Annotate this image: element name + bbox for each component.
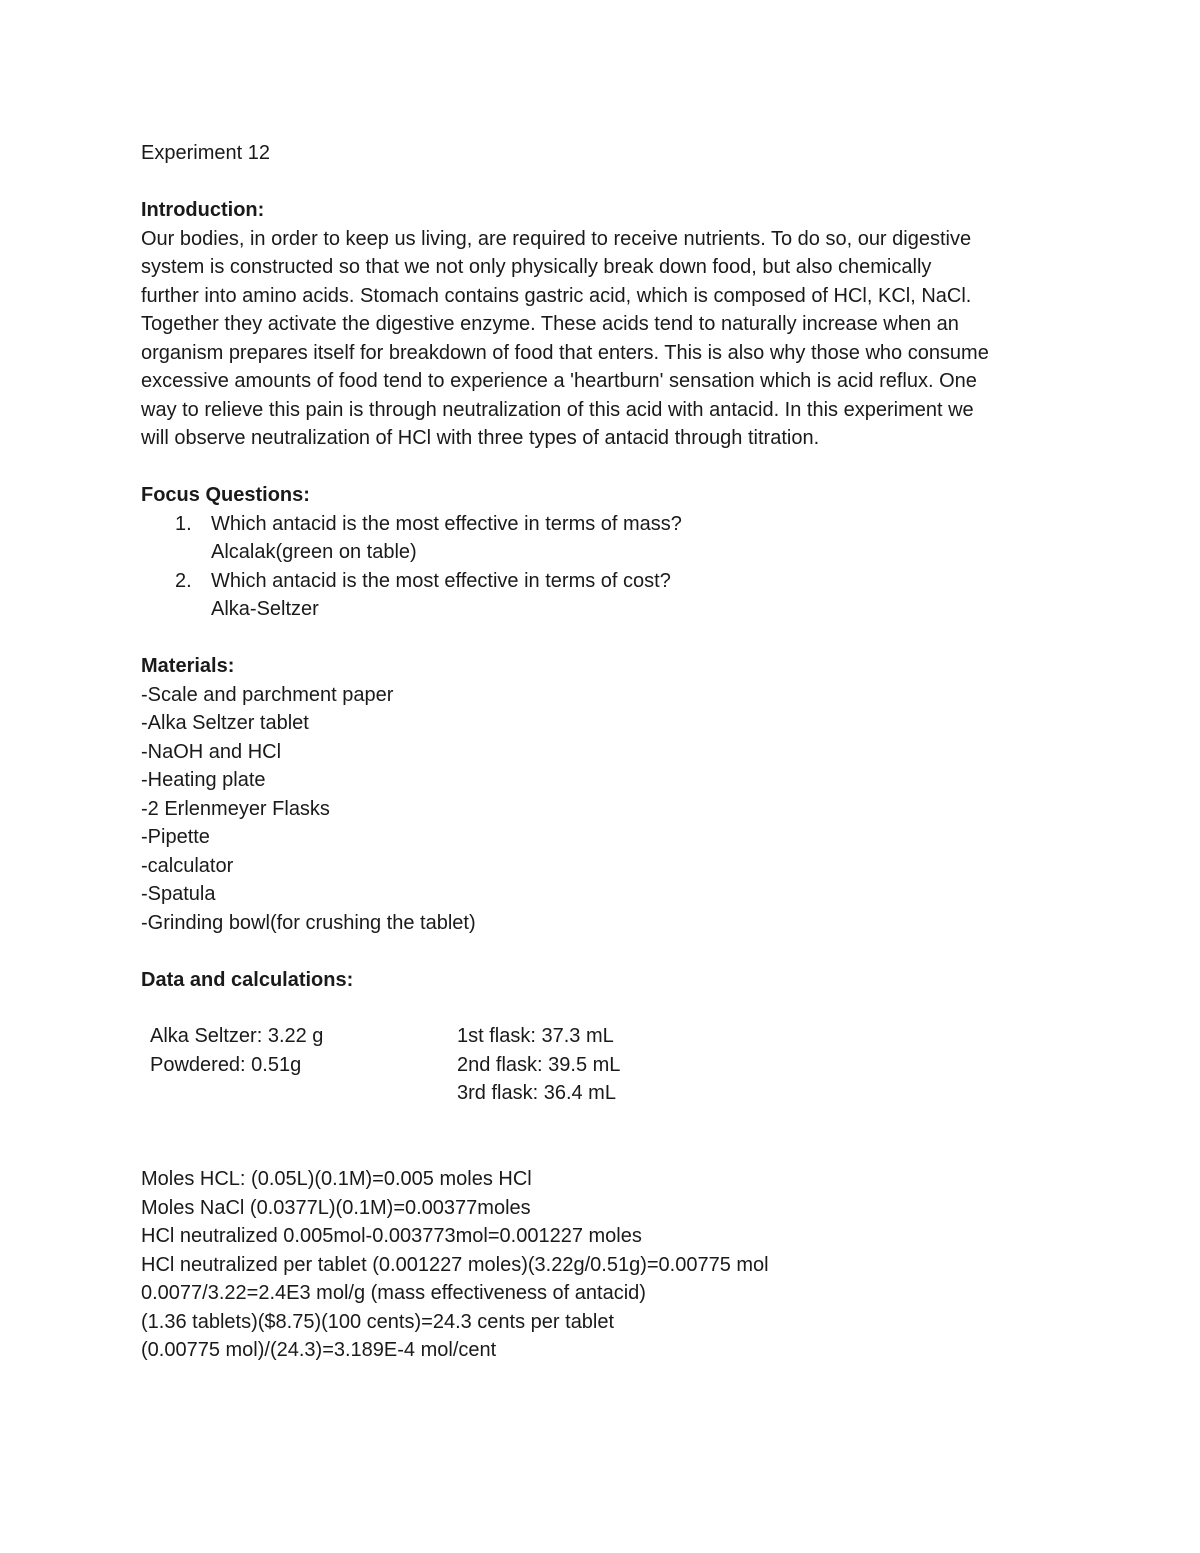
introduction-line: further into amino acids. Stomach contains gastric acid, which is composed of HCl, KCl, NaCl. — [141, 284, 972, 307]
flask-volume: 2nd flask: 39.5 mL — [457, 1053, 621, 1076]
flask-column — [457, 1022, 620, 1108]
material-item: -Heating plate — [141, 769, 266, 791]
spacer — [141, 937, 1071, 966]
calculations — [141, 1165, 1071, 1365]
calculation-line: 0.0077/3.22=2.4E3 mol/g (mass effectiveness of antacid) — [141, 1282, 646, 1304]
introduction-line: Our bodies, in order to keep us living, are required to receive nutrients. To do so, our digestive — [141, 227, 972, 250]
focus-question-text: Which antacid is the most effective in terms of cost? — [211, 569, 671, 592]
calculation-line: (0.00775 mol)/(24.3)=3.189E-4 mol/cent — [141, 1339, 497, 1361]
introduction-paragraph — [141, 225, 1071, 453]
material-item: -2 Erlenmeyer Flasks — [141, 797, 330, 820]
focus-questions-list — [141, 510, 1071, 624]
focus-question-number: 1. — [175, 512, 192, 535]
mass-value: Powdered: 0.51g — [150, 1053, 302, 1076]
spacer — [141, 168, 1071, 197]
document-page — [141, 139, 1071, 1365]
material-item: -NaOH and HCl — [141, 740, 282, 763]
calculation-line: (1.36 tablets)($8.75)(100 cents)=24.3 cents per tablet — [141, 1310, 615, 1333]
introduction-line: organism prepares itself for breakdown of food that enters. This is also why those who consume — [141, 341, 989, 364]
data-heading: Data and calculations: — [141, 968, 354, 991]
calculation-line: Moles HCL: (0.05L)(0.1M)=0.005 moles HCl — [141, 1168, 532, 1190]
document-title: Experiment 12 — [141, 142, 270, 164]
material-item: -Spatula — [141, 883, 216, 905]
focus-question-text: Which antacid is the most effective in terms of mass? — [211, 512, 682, 535]
introduction-line: excessive amounts of food tend to experience a 'heartburn' sensation which is acid reflux. One — [141, 370, 977, 392]
focus-question-answer: Alcalak(green on table) — [211, 541, 417, 563]
introduction-line: will observe neutralization of HCl with three types of antacid through titration. — [141, 427, 820, 449]
spacer — [141, 453, 1071, 482]
flask-volume: 1st flask: 37.3 mL — [457, 1025, 614, 1047]
flask-volume: 3rd flask: 36.4 mL — [457, 1082, 616, 1104]
material-item: -Scale and parchment paper — [141, 683, 394, 706]
mass-value: Alka Seltzer: 3.22 g — [150, 1025, 324, 1047]
focus-question-answer: Alka-Seltzer — [211, 598, 319, 620]
introduction-line: way to relieve this pain is through neutralization of this acid with antacid. In this experiment we — [141, 398, 974, 421]
focus-question-item — [141, 510, 1071, 567]
data-table — [141, 1022, 1071, 1108]
introduction-heading: Introduction: — [141, 199, 265, 221]
calculation-line: Moles NaCl (0.0377L)(0.1M)=0.00377moles — [141, 1196, 531, 1219]
material-item: -Alka Seltzer tablet — [141, 712, 309, 734]
material-item: -Grinding bowl(for crushing the tablet) — [141, 911, 476, 934]
introduction-line: Together they activate the digestive enzyme. These acids tend to naturally increase when an — [141, 313, 959, 335]
material-item: -calculator — [141, 854, 234, 877]
materials-list — [141, 681, 1071, 938]
materials-heading: Materials: — [141, 655, 235, 677]
focus-question-item — [141, 567, 1071, 624]
mass-column — [150, 1022, 323, 1079]
calculation-line: HCl neutralized 0.005mol-0.003773mol=0.001227 moles — [141, 1225, 642, 1247]
spacer — [141, 624, 1071, 653]
introduction-line: system is constructed so that we not only physically break down food, but also chemically — [141, 256, 932, 278]
focus-questions-heading: Focus Questions: — [141, 484, 310, 506]
calculation-line: HCl neutralized per tablet (0.001227 moles)(3.22g/0.51g)=0.00775 mol — [141, 1253, 769, 1276]
material-item: -Pipette — [141, 826, 210, 848]
focus-question-number: 2. — [175, 569, 192, 592]
